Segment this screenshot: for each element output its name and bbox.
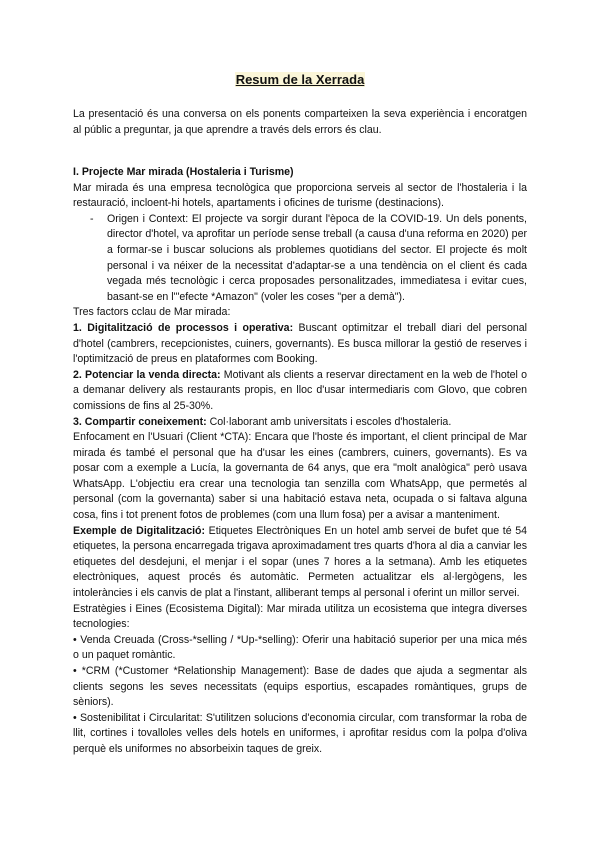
factor-item: [73, 415, 527, 431]
section-heading: I. Projecte Mar mirada (Hostaleria i Turisme): [73, 166, 294, 178]
factor-text: Motivant als clients a reservar directament en la web de l'hotel o a demanar delivery als restaurants propis, en lloc d'usar intermediaris com Glovo, que cobren comissions de fins al 25-30%.: [73, 368, 527, 412]
factor-item: [73, 368, 527, 415]
factor-label: 3. Compartir coneixement:: [73, 415, 207, 428]
list-item: [73, 212, 527, 306]
strategy-item: • Sostenibilitat i Circularitat: S'utilitzen solucions d'economia circular, com transformar la roba de llit, cortines i tovalloles velles dels hotels en uniformes, i aprofitar residus com la polpa d'oliva perquè els uniformes no absorbeixin taques de greix.: [73, 711, 527, 755]
factor-text: Buscant optimitzar el treball diari del personal d'hotel (cambrers, recepcionistes, cuiners, governants). Es busca millorar la gestió de reserves i l'optimització de preus en plataformes com Booking.: [73, 321, 527, 366]
intro-paragraph: [73, 107, 527, 138]
intro-text: La presentació és una conversa on els ponents comparteixen la seva experiència i encoratgen al públic a preguntar, ja que aprendre a través dels errors és clau.: [73, 108, 527, 136]
factor-label: 1. Digitalització de processos i operativa:: [73, 321, 294, 334]
strategies-intro: Estratègies i Eines (Ecosistema Digital): Mar mirada utilitza un ecosistema que integra diverses tecnologies:: [73, 602, 527, 631]
strategy-item: • *CRM (*Customer *Relationship Management): Base de dades que ajuda a segmentar als clients segons les seves necessitats (equips esportius, escapades romàntiques, grups de sèniors).: [73, 665, 527, 709]
section-project: [73, 165, 527, 758]
example-label: Exemple de Digitalització:: [73, 524, 206, 537]
bullet-text: Origen i Context: El projecte va sorgir durant l'època de la COVID-19. Un dels ponents, director d'hotel, va aprofitar un període sense treball (a causa d'una reforma en 2020) per a formar-se i buscar solucions als problemes quotidians del sector. El projecte és molt personal i va néixer de la necessitat d'adaptar-se a una tendència on el client és cada vegada més tecnològic i cerca proposades personalitzades, immediatesa i evitar cues, basant-se en l'"efecte *Amazon" (voler les coses "per a demà").: [107, 212, 527, 303]
factor-item: [73, 321, 527, 368]
example-paragraph: [73, 524, 527, 602]
strategy-item: • Venda Creuada (Cross-*selling / *Up-*selling): Oferir una habitació superior per una mica més o un paquet romàntic.: [73, 633, 527, 662]
factors-intro: Tres factors cclau de Mar mirada:: [73, 306, 231, 319]
document-title: Resum de la Xerrada: [235, 72, 365, 87]
user-focus-paragraph: Enfocament en l'Usuari (Client *CTA): Encara que l'hoste és important, el client principal de Mar mirada és també el personal que ha d'usar les eines (cambrers, cuiners, governants). Es va posar com a exemple a Lucía, la governanta de 64 anys, que era "molt analògica" però usava WhatsApp. L'objectiu era crear una tecnologia tan senzilla com WhatsApp, que permetés al personal (com la governanta) saber si una habitació estava neta, ocupada o si faltava alguna cosa, fins i tot prenent fotos de problemes (com una llum fosa) per a avisar a manteniment.: [73, 431, 527, 522]
factor-text: Col·laborant amb universitats i escoles d'hostaleria.: [206, 415, 452, 428]
bullet-marker: -: [90, 212, 94, 225]
factor-label: 2. Potenciar la venda directa:: [73, 368, 221, 381]
example-text: Etiquetes Electròniques En un hotel amb servei de bufet que té 54 etiquetes, la persona encarregada trigava aproximadament tres quarts d'hora al dia a canviar les etiquetes del desdejuni, el menjar i el sopar (unes 7 hores a la setmana). Amb les etiquetes electròniques, aquest procés és automàtic. Permeten actualitzar els al·lergògens, les intoleràncies i els canvis de plat a l'instant, alliberant temps al personal i oferint un millor servei.: [73, 524, 527, 600]
section-description: Mar mirada és una empresa tecnològica que proporciona serveis al sector de l'hostaleria i la restauració, incloent-hi hotels, apartaments i oficines de turisme (destinacions).: [73, 181, 527, 210]
